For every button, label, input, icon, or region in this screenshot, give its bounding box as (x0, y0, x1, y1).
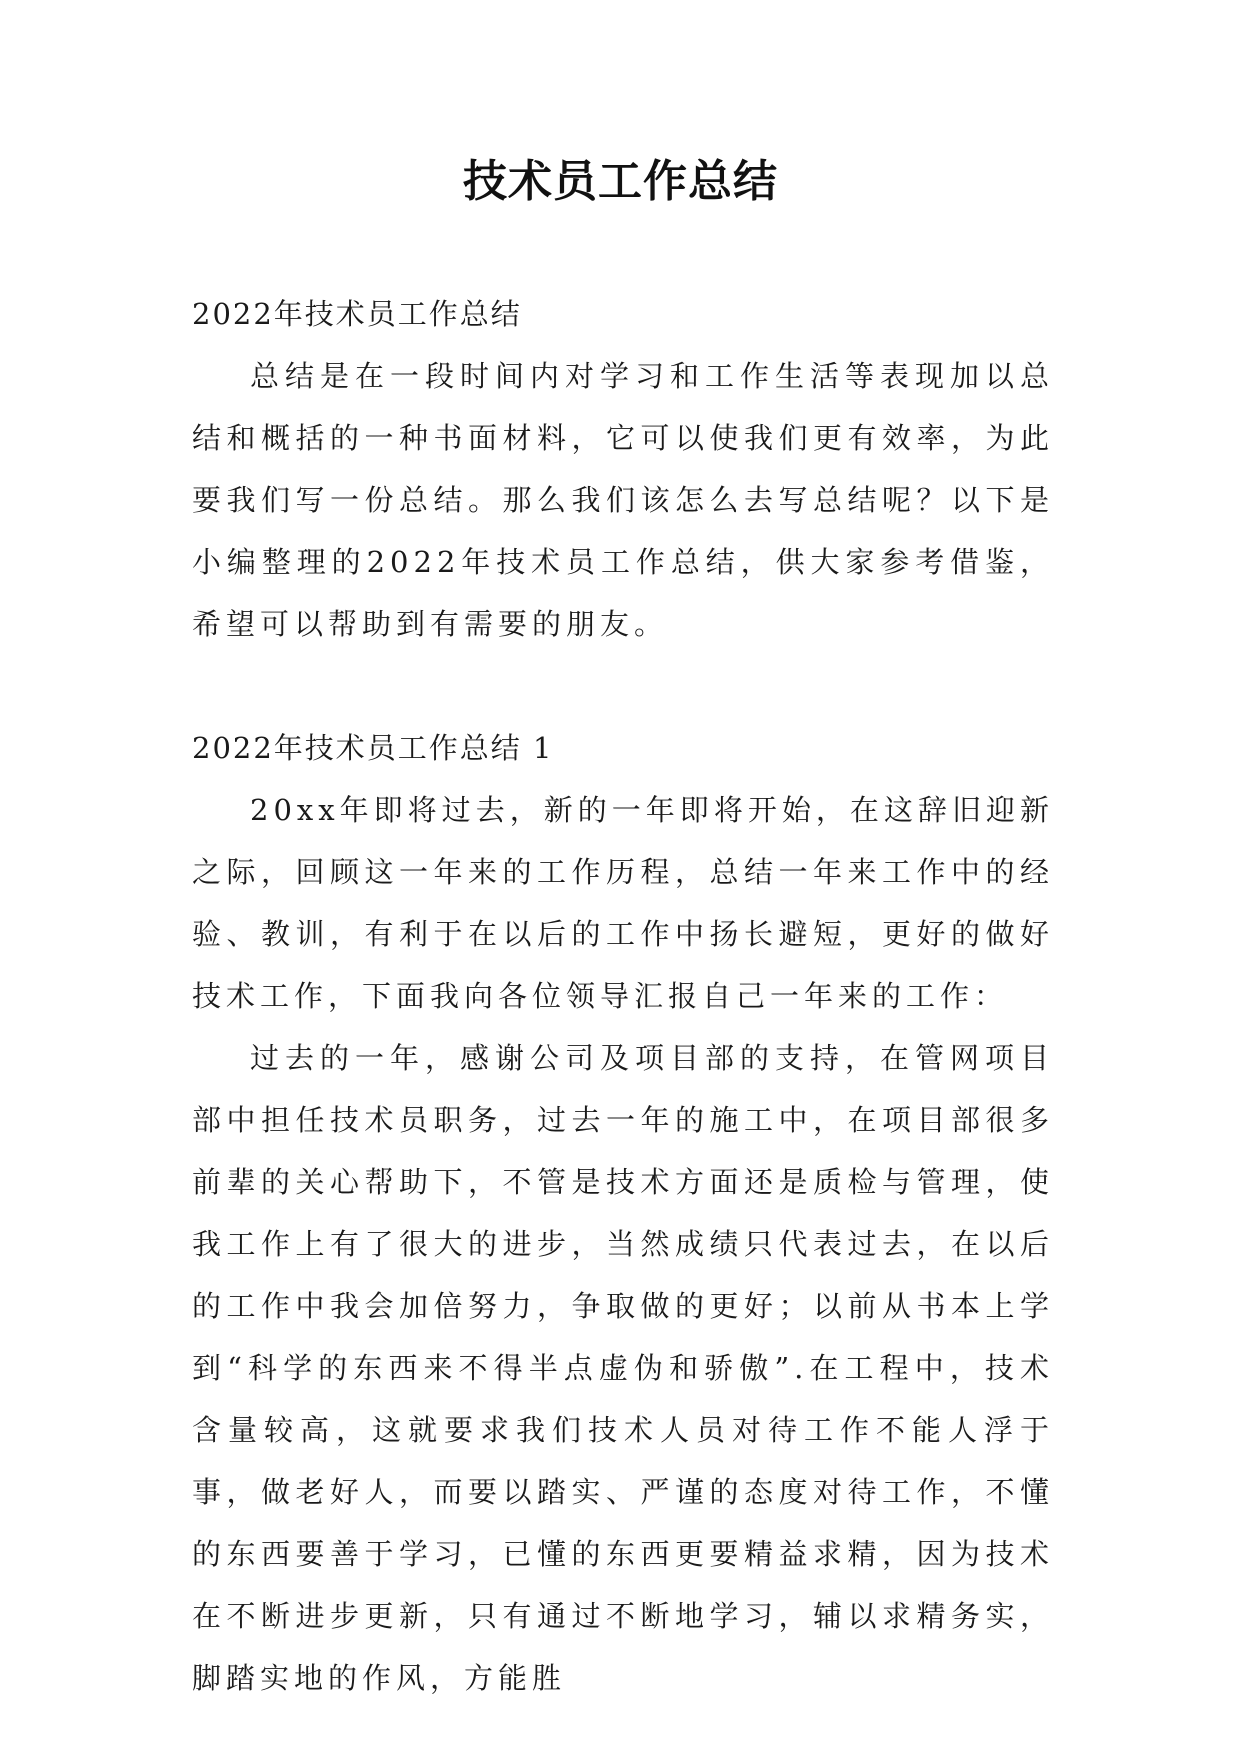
document-body (192, 283, 1054, 1709)
body-paragraph-1: 20xx年即将过去，新的一年即将开始，在这辞旧迎新之际，回顾这一年来的工作历程，总结一年来工作中的经验、教训，有利于在以后的工作中扬长避短，更好的做好技术工作，下面我向各位领导汇报自己一年来的工作： (192, 793, 1054, 1013)
section-heading-1: 2022年技术员工作总结 1 (192, 731, 554, 765)
body-paragraph-2: 过去的一年，感谢公司及项目部的支持，在管网项目部中担任技术员职务，过去一年的施工中，在项目部很多前辈的关心帮助下，不管是技术方面还是质检与管理，使我工作上有了很大的进步，当然成绩只代表过去，在以后的工作中我会加倍努力，争取做的更好；以前从书本上学到“科学的东西来不得半点虚伪和骄傲”.在工程中，技术含量较高，这就要求我们技术人员对待工作不能人浮于事，做老好人，而要以踏实、严谨的态度对待工作，不懂的东西要善于学习，已懂的东西更要精益求精，因为技术在不断进步更新，只有通过不断地学习，辅以求精务实，脚踏实地的作风，方能胜 (192, 1041, 1054, 1695)
document-title: 技术员工作总结 (463, 156, 778, 207)
paragraph-gap (192, 655, 1054, 717)
intro-paragraph: 总结是在一段时间内对学习和工作生活等表现加以总结和概括的一种书面材料，它可以使我们更有效率，为此要我们写一份总结。那么我们该怎么去写总结呢？以下是小编整理的2022年技术员工作总结，供大家参考借鉴，希望可以帮助到有需要的朋友。 (192, 359, 1054, 641)
section-heading-main: 2022年技术员工作总结 (192, 297, 522, 331)
